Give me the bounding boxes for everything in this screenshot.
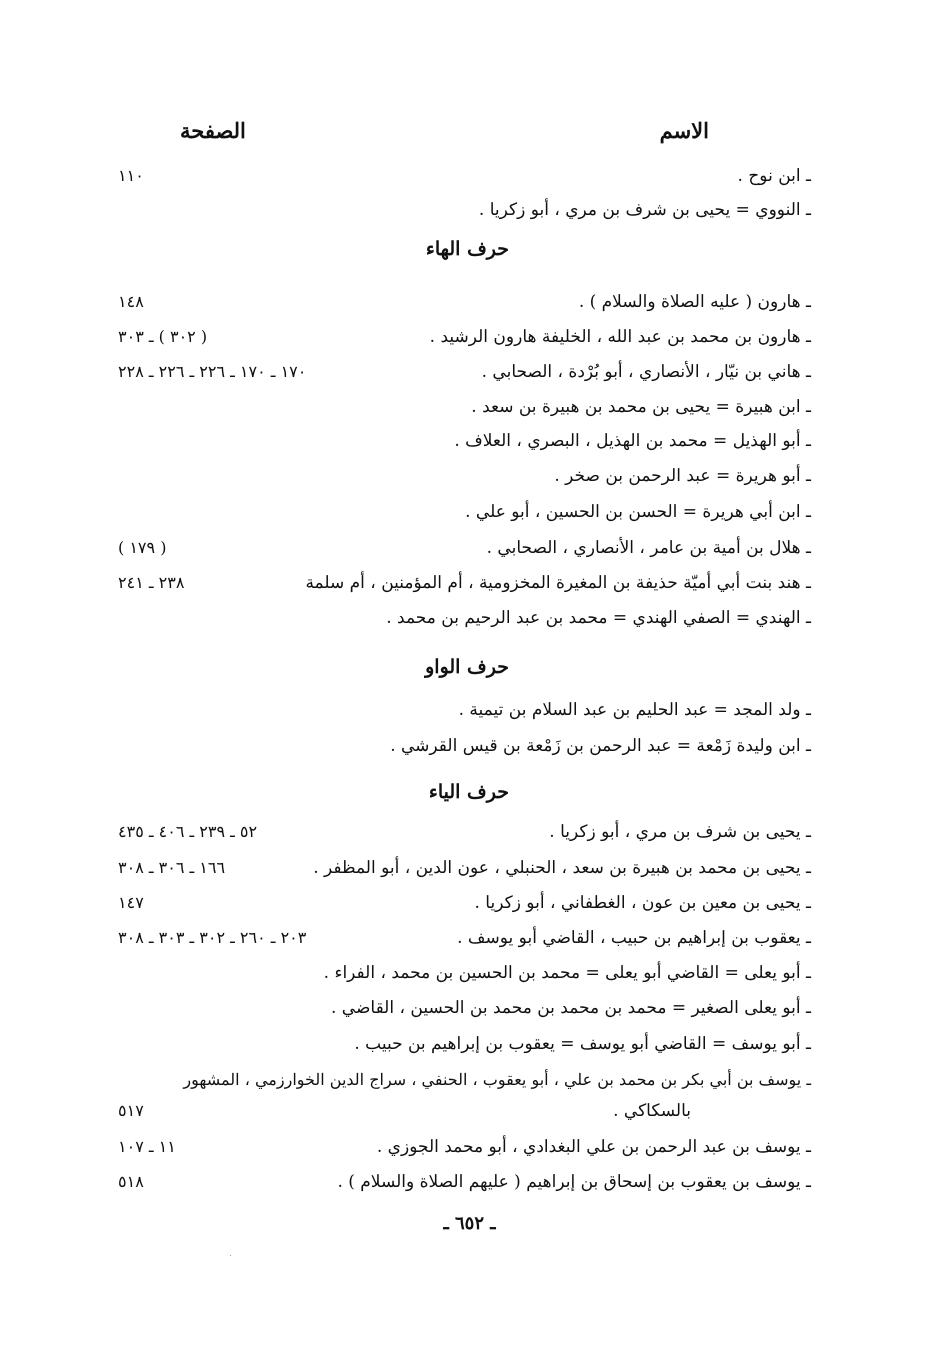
entry-name: ـ يوسف بن عبد الرحمن بن علي البغدادي ، أبو محمد الجوزي . [376, 1137, 811, 1157]
entry-name: ـ هارون بن محمد بن عبد الله ، الخليفة هارون الرشيد . [429, 327, 811, 347]
index-entry [118, 1027, 811, 1061]
entry-pages: ٥١٨ [118, 1172, 144, 1191]
index-entry [118, 886, 811, 920]
entry-name: ـ أبو الهذيل = محمد بن الهذيل ، البصري ، العلاف . [454, 431, 811, 451]
index-entry [118, 355, 811, 389]
index-entry [118, 815, 811, 849]
entry-name: ـ يحيى بن محمد بن هبيرة بن سعد ، الحنبلي ، عون الدين ، أبو المظفر . [313, 858, 811, 878]
section-heading-ya: حرف الياء [428, 781, 509, 803]
index-entry [118, 566, 811, 600]
entry-pages: ٥١٧ [118, 1101, 144, 1120]
entry-pages: ١٤٧ [118, 893, 144, 912]
entry-name: ـ أبو هريرة = عبد الرحمن بن صخر . [554, 466, 811, 486]
entry-pages: ١٧٠ ـ ١٧٠ ـ ٢٢٦ ـ ٢٢٦ ـ ٢٢٨ [118, 362, 307, 381]
index-entry [118, 729, 811, 763]
entry-pages: ١٤٨ [118, 292, 144, 311]
entry-name: ـ يحيى بن معين بن عون ، الغطفاني ، أبو زكريا . [474, 893, 811, 913]
entry-name: ـ الهندي = الصفي الهندي = محمد بن عبد الرحيم بن محمد . [386, 608, 811, 628]
index-entry-continuation [118, 1094, 811, 1128]
index-entry [118, 320, 811, 354]
index-entry [118, 1063, 811, 1097]
entry-name: ـ يوسف بن يعقوب بن إسحاق بن إبراهيم ( عليهم الصلاة والسلام ) . [337, 1172, 811, 1192]
entry-pages: ١١٠ [118, 166, 144, 185]
entry-name: ـ أبو يعلى الصغير = محمد بن محمد بن محمد بن الحسين ، القاضي . [330, 998, 811, 1018]
entry-pages: ٢٣٨ ـ ٢٤١ [118, 573, 185, 592]
entry-name: ـ ولد المجد = عبد الحليم بن عبد السلام بن تيمية . [458, 700, 811, 720]
section-heading-ha: حرف الهاء [425, 238, 509, 260]
index-entry [118, 495, 811, 529]
entry-name: ـ ابن وليدة زَمْعة = عبد الرحمن بن زَمْعة بن قيس القرشي . [390, 736, 811, 756]
name-column-header: الاسم [659, 118, 709, 143]
entry-name: ـ ابن أبي هريرة = الحسن بن الحسين ، أبو علي . [465, 502, 811, 522]
entry-name: ـ هلال بن أمية بن عامر ، الأنصاري ، الصحابي . [486, 538, 811, 558]
entry-name: ـ أبو يوسف = القاضي أبو يوسف = يعقوب بن إبراهيم بن حبيب . [354, 1034, 811, 1054]
index-entry [118, 531, 811, 565]
index-entry [118, 390, 811, 424]
index-entry [118, 459, 811, 493]
index-entry [118, 159, 811, 193]
entry-name: ـ هاني بن نيّار ، الأنصاري ، أبو بُرْدة ، الصحابي . [481, 362, 811, 382]
index-entry [118, 921, 811, 955]
entry-name: ـ يوسف بن أبي بكر بن محمد بن علي ، أبو يعقوب ، الحنفي ، سراج الدين الخوارزمي ، المشهور [183, 1070, 811, 1089]
index-entry [118, 424, 811, 458]
entry-name: ـ ابن نوح . [737, 166, 811, 186]
page-column-header: الصفحة [180, 118, 246, 143]
entry-name: ـ يحيى بن شرف بن مري ، أبو زكريا . [549, 822, 811, 842]
entry-pages: ( ١٧٩ ) [118, 538, 167, 557]
entry-name: ـ النووي = يحيى بن شرف بن مري ، أبو زكريا . [478, 200, 811, 220]
entry-name: ـ هند بنت أبي أميّة حذيفة بن المغيرة المخزومية ، أم المؤمنين ، أم سلمة [305, 573, 811, 593]
entry-pages: ١١ ـ ١٠٧ [118, 1137, 176, 1156]
index-entry [118, 851, 811, 885]
entry-name: ـ هارون ( عليه الصلاة والسلام ) . [578, 292, 811, 312]
entry-pages: ٥٢ ـ ٢٣٩ ـ ٤٠٦ ـ ٤٣٥ [118, 822, 258, 841]
page-number: ـ ٦٥٢ ـ [443, 1213, 496, 1234]
index-entry [118, 193, 811, 227]
entry-name: ـ أبو يعلى = القاضي أبو يعلى = محمد بن الحسين بن محمد ، الفراء . [323, 963, 811, 983]
index-entry [118, 285, 811, 319]
index-entry [118, 693, 811, 727]
section-heading-waw: حرف الواو [425, 656, 509, 678]
index-entry [118, 1165, 811, 1199]
entry-name: بالسكاكي . [613, 1101, 691, 1121]
entry-name: ـ ابن هبيرة = يحيى بن محمد بن هبيرة بن سعد . [471, 397, 811, 417]
entry-pages: ١٦٦ ـ ٣٠٦ ـ ٣٠٨ [118, 858, 226, 877]
index-entry [118, 1130, 811, 1164]
entry-pages: ٢٠٣ ـ ٢٦٠ ـ ٣٠٢ ـ ٣٠٣ ـ ٣٠٨ [118, 928, 307, 947]
entry-name: ـ يعقوب بن إبراهيم بن حبيب ، القاضي أبو يوسف . [457, 928, 811, 948]
index-entry [118, 991, 811, 1025]
index-entry [118, 601, 811, 635]
scan-speck [230, 1255, 231, 1256]
entry-pages: ( ٣٠٢ ) ـ ٣٠٣ [118, 327, 208, 346]
index-entry [118, 956, 811, 990]
